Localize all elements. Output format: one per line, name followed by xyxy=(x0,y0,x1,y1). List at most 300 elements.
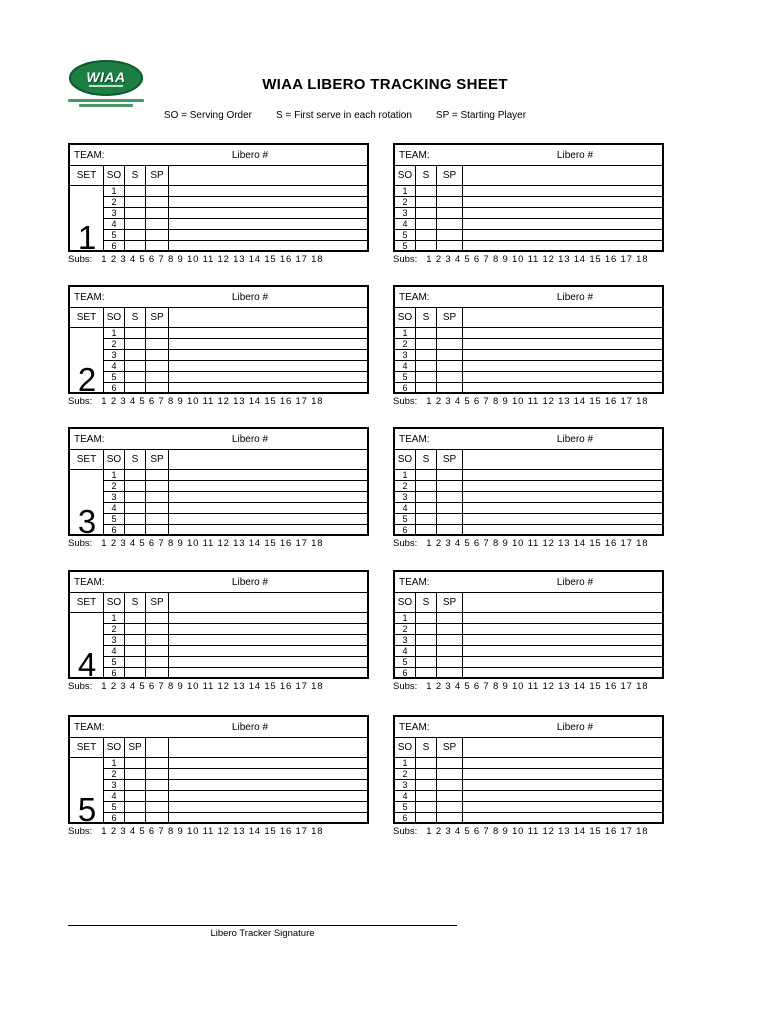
s-cell xyxy=(125,802,146,812)
rows xyxy=(395,328,662,393)
so-cell: 2 xyxy=(104,339,125,349)
page-title: WIAA LIBERO TRACKING SHEET xyxy=(262,76,508,93)
column-header-row xyxy=(395,593,662,613)
s-cell xyxy=(416,624,437,634)
sp-cell xyxy=(146,525,169,535)
table-row xyxy=(395,361,662,372)
entry-cell xyxy=(169,791,367,801)
entry-cell xyxy=(463,657,662,667)
table-row xyxy=(395,758,662,769)
sp-cell xyxy=(437,813,463,823)
entry-cell xyxy=(463,361,662,371)
sp-cell xyxy=(437,230,463,240)
table-row xyxy=(104,186,367,197)
entry-header-cell xyxy=(463,593,662,612)
header-cell-sp: SP xyxy=(146,450,169,469)
header-cell-set: SET xyxy=(70,308,104,327)
table-body xyxy=(395,328,662,393)
so-cell: 5 xyxy=(395,657,416,667)
so-cell: 4 xyxy=(104,361,125,371)
team-label: TEAM: xyxy=(399,149,430,161)
table-row xyxy=(104,481,367,492)
table-row xyxy=(395,657,662,668)
table-row xyxy=(395,328,662,339)
sp-cell xyxy=(437,769,463,779)
entry-cell xyxy=(169,769,367,779)
so-cell: 3 xyxy=(395,350,416,360)
table-row xyxy=(104,208,367,219)
subs-line xyxy=(68,826,323,837)
s-cell xyxy=(416,769,437,779)
team-label: TEAM: xyxy=(74,291,105,303)
header-cell-so: SO xyxy=(104,166,125,185)
header-cell-s: S xyxy=(416,308,437,327)
s-cell xyxy=(125,514,146,524)
entry-cell xyxy=(463,328,662,338)
table-row xyxy=(395,503,662,514)
sp-cell xyxy=(146,503,169,513)
entry-cell xyxy=(169,657,367,667)
set-number: 5 xyxy=(70,758,104,823)
table-body xyxy=(70,758,367,829)
set-5-right-table xyxy=(393,715,664,824)
subs-line xyxy=(393,826,648,837)
s-cell xyxy=(416,219,437,229)
entry-header-cell xyxy=(169,593,367,612)
s-cell xyxy=(416,241,437,251)
s-cell xyxy=(416,813,437,823)
signature-block xyxy=(68,925,457,939)
s-cell xyxy=(416,328,437,338)
sp-cell xyxy=(146,481,169,491)
so-cell: 4 xyxy=(395,503,416,513)
sp-cell xyxy=(437,802,463,812)
s-cell xyxy=(416,780,437,790)
sp-cell xyxy=(437,613,463,623)
subs-numbers: 1 2 3 4 5 6 7 8 9 10 11 12 13 14 15 16 17 18 xyxy=(426,826,649,837)
entry-cell xyxy=(463,758,662,768)
so-cell: 1 xyxy=(395,186,416,196)
s-cell xyxy=(125,208,146,218)
team-label: TEAM: xyxy=(399,576,430,588)
so-cell: 3 xyxy=(104,208,125,218)
sp-cell xyxy=(437,208,463,218)
logo-text: WIAA xyxy=(86,68,126,85)
so-cell: 6 xyxy=(104,668,125,678)
entry-cell xyxy=(463,241,662,251)
team-row xyxy=(395,717,662,738)
team-row xyxy=(395,287,662,308)
subs-line xyxy=(393,396,648,407)
subs-numbers: 1 2 3 4 5 6 7 8 9 10 11 12 13 14 15 16 17 18 xyxy=(101,826,324,837)
entry-cell xyxy=(169,383,367,393)
sp-cell xyxy=(437,350,463,360)
so-cell: 3 xyxy=(104,635,125,645)
subs-numbers: 1 2 3 4 5 6 7 8 9 10 11 12 13 14 15 16 17 18 xyxy=(426,538,649,549)
rows xyxy=(395,758,662,823)
subs-label: Subs: xyxy=(393,681,418,692)
team-row xyxy=(395,572,662,593)
so-cell: 4 xyxy=(104,219,125,229)
subs-label: Subs: xyxy=(393,538,418,549)
column-header-row xyxy=(395,738,662,758)
entry-cell xyxy=(169,470,367,480)
header-cell-s: S xyxy=(416,166,437,185)
so-cell: 6 xyxy=(395,383,416,393)
subs-line xyxy=(68,396,323,407)
s-cell xyxy=(125,339,146,349)
table-row xyxy=(395,613,662,624)
s-cell xyxy=(125,769,146,779)
so-cell: 5 xyxy=(104,514,125,524)
sp-cell xyxy=(146,470,169,480)
sp-cell xyxy=(437,646,463,656)
set-2-right-table xyxy=(393,285,664,394)
so-cell: 3 xyxy=(395,635,416,645)
table-row xyxy=(104,635,367,646)
entry-cell xyxy=(463,219,662,229)
sp-cell xyxy=(437,470,463,480)
table-row xyxy=(104,241,367,251)
subs-numbers: 1 2 3 4 5 6 7 8 9 10 11 12 13 14 15 16 17 18 xyxy=(426,681,649,692)
subs-label: Subs: xyxy=(68,254,93,265)
header-cell-set: SET xyxy=(70,450,104,469)
entry-header-cell xyxy=(463,308,662,327)
header-cell-sp: SP xyxy=(437,450,463,469)
header-cell-so: SO xyxy=(395,308,416,327)
s-cell xyxy=(125,525,146,535)
rows xyxy=(104,328,367,393)
team-label: TEAM: xyxy=(399,291,430,303)
entry-cell xyxy=(169,241,367,251)
table-row xyxy=(104,350,367,361)
so-cell: 2 xyxy=(395,339,416,349)
team-label: TEAM: xyxy=(74,149,105,161)
entry-cell xyxy=(169,624,367,634)
team-label: TEAM: xyxy=(399,433,430,445)
header-cell-so: SO xyxy=(104,450,125,469)
so-cell: 5 xyxy=(104,230,125,240)
sp-cell xyxy=(437,668,463,678)
table-body xyxy=(70,186,367,257)
s-cell xyxy=(416,197,437,207)
s-cell xyxy=(416,802,437,812)
entry-cell xyxy=(463,525,662,535)
s-cell xyxy=(416,613,437,623)
s-cell xyxy=(416,657,437,667)
so-cell: 6 xyxy=(104,525,125,535)
legend-sp: SP = Starting Player xyxy=(435,110,527,121)
entry-cell xyxy=(169,350,367,360)
s-cell xyxy=(416,186,437,196)
entry-cell xyxy=(169,780,367,790)
s-cell xyxy=(416,470,437,480)
rows xyxy=(104,613,367,678)
entry-header-cell xyxy=(169,450,367,469)
team-label: TEAM: xyxy=(399,721,430,733)
header-cell-so: SO xyxy=(395,450,416,469)
sp-cell xyxy=(437,339,463,349)
sp-cell xyxy=(437,481,463,491)
table-row xyxy=(395,350,662,361)
table-row xyxy=(104,514,367,525)
s-cell xyxy=(416,383,437,393)
subs-label: Subs: xyxy=(68,396,93,407)
set-4-left-table xyxy=(68,570,369,684)
table-row xyxy=(104,668,367,678)
s-cell xyxy=(125,372,146,382)
header-cell-sp: SP xyxy=(437,166,463,185)
subs-line xyxy=(68,538,323,549)
table-row xyxy=(395,635,662,646)
set-4-right-table xyxy=(393,570,664,679)
sp-cell xyxy=(146,657,169,667)
sp-cell xyxy=(146,219,169,229)
sp-cell xyxy=(146,492,169,502)
entry-cell xyxy=(463,481,662,491)
subs-numbers: 1 2 3 4 5 6 7 8 9 10 11 12 13 14 15 16 17 18 xyxy=(101,538,324,549)
signature-line xyxy=(68,925,457,926)
header-cell-s: S xyxy=(416,593,437,612)
so-cell: 5 xyxy=(395,372,416,382)
entry-cell xyxy=(463,503,662,513)
so-cell: 4 xyxy=(395,646,416,656)
entry-cell xyxy=(169,525,367,535)
set-block-4 xyxy=(0,570,770,702)
header-cell-set: SET xyxy=(70,738,104,757)
table-body xyxy=(395,613,662,678)
sp-cell xyxy=(146,361,169,371)
s-cell xyxy=(125,791,146,801)
so-cell: 1 xyxy=(104,613,125,623)
so-cell: 5 xyxy=(395,230,416,240)
so-cell: 6 xyxy=(395,525,416,535)
s-cell xyxy=(125,813,146,823)
sp-cell xyxy=(437,780,463,790)
entry-cell xyxy=(169,613,367,623)
so-cell: 5 xyxy=(104,802,125,812)
libero-number-label: Libero # xyxy=(556,721,594,733)
header-cell-set: SET xyxy=(70,166,104,185)
header-cell-s: S xyxy=(125,308,146,327)
so-cell: 6 xyxy=(104,383,125,393)
table-row xyxy=(104,339,367,350)
header-cell-so: SO xyxy=(395,166,416,185)
entry-cell xyxy=(169,514,367,524)
sp-cell xyxy=(437,525,463,535)
set-number: 2 xyxy=(70,328,104,393)
sp-cell xyxy=(437,492,463,502)
table-row xyxy=(104,328,367,339)
entry-cell xyxy=(169,813,367,823)
header-cell-so: SO xyxy=(104,593,125,612)
team-label: TEAM: xyxy=(74,721,105,733)
team-row xyxy=(70,287,367,308)
s-cell xyxy=(416,503,437,513)
entry-cell xyxy=(463,197,662,207)
so-cell: 2 xyxy=(104,624,125,634)
entry-cell xyxy=(463,624,662,634)
set-block-5 xyxy=(0,715,770,847)
table-row xyxy=(395,624,662,635)
s-cell xyxy=(125,328,146,338)
s-cell xyxy=(416,208,437,218)
set-5-left-table xyxy=(68,715,369,829)
s-cell xyxy=(416,525,437,535)
entry-cell xyxy=(169,481,367,491)
entry-header-cell xyxy=(463,166,662,185)
sp-cell xyxy=(437,197,463,207)
libero-number-label: Libero # xyxy=(556,576,594,588)
header-cell-sp: SP xyxy=(437,308,463,327)
so-cell: 3 xyxy=(104,350,125,360)
table-row xyxy=(395,813,662,823)
entry-cell xyxy=(169,758,367,768)
team-row xyxy=(395,145,662,166)
table-row xyxy=(104,780,367,791)
table-body xyxy=(395,470,662,535)
libero-number-label: Libero # xyxy=(231,576,269,588)
s-cell xyxy=(416,791,437,801)
sp-cell xyxy=(146,241,169,251)
sp-cell xyxy=(146,514,169,524)
rows xyxy=(104,186,367,251)
team-row xyxy=(70,145,367,166)
entry-cell xyxy=(169,219,367,229)
so-cell: 2 xyxy=(104,197,125,207)
so-cell: 6 xyxy=(104,813,125,823)
s-cell xyxy=(125,613,146,623)
set-number: 1 xyxy=(70,186,104,251)
so-cell: 5 xyxy=(395,241,416,251)
so-cell: 2 xyxy=(395,197,416,207)
column-header-row xyxy=(70,450,367,470)
entry-cell xyxy=(169,186,367,196)
header-cell-sp: SP xyxy=(146,593,169,612)
set-block-2 xyxy=(0,285,770,417)
s-cell xyxy=(125,646,146,656)
table-row xyxy=(104,219,367,230)
so-cell: 4 xyxy=(104,503,125,513)
s-cell xyxy=(125,503,146,513)
header-cell-s: S xyxy=(125,450,146,469)
column-header-row xyxy=(395,450,662,470)
rows xyxy=(395,470,662,535)
column-header-row xyxy=(395,166,662,186)
entry-cell xyxy=(463,514,662,524)
table-row xyxy=(104,813,367,823)
entry-cell xyxy=(169,230,367,240)
subs-label: Subs: xyxy=(393,396,418,407)
set-number: 3 xyxy=(70,470,104,535)
subs-label: Subs: xyxy=(393,254,418,265)
entry-header-cell xyxy=(169,166,367,185)
table-row xyxy=(395,383,662,393)
set-2-left-table xyxy=(68,285,369,399)
sp-cell xyxy=(146,813,169,823)
table-row xyxy=(395,230,662,241)
header-cell-set: SET xyxy=(70,593,104,612)
sp-cell xyxy=(146,646,169,656)
legend xyxy=(0,110,690,121)
column-header-row xyxy=(70,166,367,186)
set-number: 4 xyxy=(70,613,104,678)
subs-numbers: 1 2 3 4 5 6 7 8 9 10 11 12 13 14 15 16 17 18 xyxy=(101,681,324,692)
s-cell xyxy=(125,186,146,196)
entry-cell xyxy=(463,813,662,823)
entry-cell xyxy=(463,186,662,196)
table-row xyxy=(104,758,367,769)
sp-cell xyxy=(146,668,169,678)
so-cell: 2 xyxy=(395,624,416,634)
s-cell xyxy=(416,668,437,678)
entry-cell xyxy=(463,372,662,382)
table-row xyxy=(395,339,662,350)
entry-cell xyxy=(169,361,367,371)
entry-header-cell xyxy=(169,308,367,327)
so-cell: 4 xyxy=(104,646,125,656)
team-row xyxy=(70,572,367,593)
entry-cell xyxy=(463,791,662,801)
s-cell xyxy=(416,339,437,349)
subs-label: Subs: xyxy=(68,826,93,837)
libero-number-label: Libero # xyxy=(556,291,594,303)
so-cell: 4 xyxy=(104,791,125,801)
s-cell xyxy=(125,230,146,240)
header-cell-sp: SP xyxy=(146,308,169,327)
entry-cell xyxy=(463,668,662,678)
subs-line xyxy=(393,254,648,265)
table-row xyxy=(104,791,367,802)
sp-cell xyxy=(146,780,169,790)
set-block-1 xyxy=(0,143,770,275)
table-row xyxy=(395,646,662,657)
header-cell-s: S xyxy=(416,450,437,469)
libero-number-label: Libero # xyxy=(231,721,269,733)
sp-cell xyxy=(437,791,463,801)
entry-cell xyxy=(169,646,367,656)
s-cell xyxy=(125,668,146,678)
sp-cell xyxy=(146,350,169,360)
entry-header-cell xyxy=(463,450,662,469)
entry-cell xyxy=(169,339,367,349)
sp-cell xyxy=(437,758,463,768)
s-cell xyxy=(125,492,146,502)
subs-numbers: 1 2 3 4 5 6 7 8 9 10 11 12 13 14 15 16 17 18 xyxy=(101,396,324,407)
entry-cell xyxy=(169,372,367,382)
entry-cell xyxy=(463,613,662,623)
sp-cell xyxy=(437,503,463,513)
table-row xyxy=(104,492,367,503)
sp-cell xyxy=(146,230,169,240)
table-row xyxy=(104,525,367,535)
logo-tagline xyxy=(63,99,149,107)
entry-cell xyxy=(169,635,367,645)
header-cell-so: SO xyxy=(395,593,416,612)
table-row xyxy=(395,186,662,197)
column-header-row xyxy=(70,593,367,613)
sp-cell xyxy=(146,208,169,218)
column-header-row xyxy=(70,308,367,328)
sp-cell xyxy=(146,635,169,645)
s-cell xyxy=(416,372,437,382)
table-row xyxy=(395,791,662,802)
sp-cell xyxy=(146,791,169,801)
s-cell xyxy=(125,481,146,491)
so-cell: 4 xyxy=(395,219,416,229)
entry-cell xyxy=(169,208,367,218)
s-cell xyxy=(125,758,146,768)
